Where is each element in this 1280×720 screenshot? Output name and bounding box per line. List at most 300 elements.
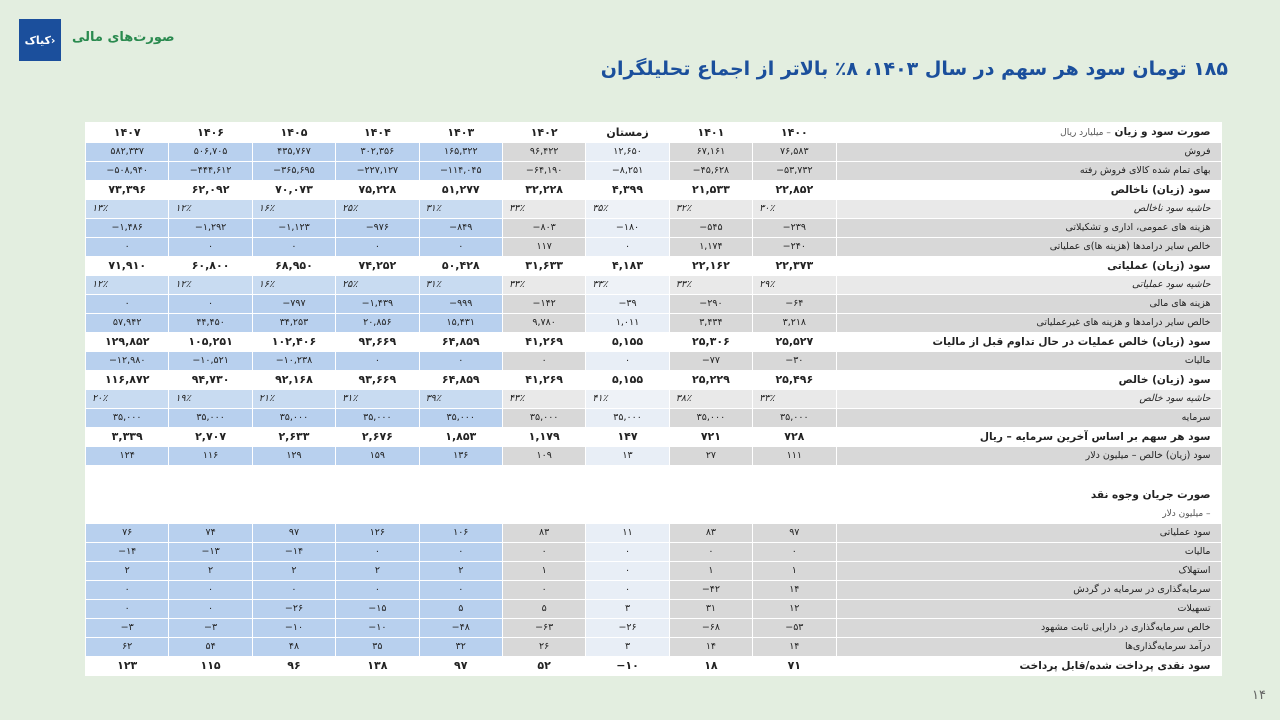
value-cell: −۳ [86,619,169,638]
row-label: هزینه های مالی [836,295,1221,314]
blank-cell [502,466,585,486]
value-cell: ۲۵٪ [336,200,419,219]
value-cell: −۴۵,۶۲۸ [669,162,752,181]
value-cell: ۷۱,۹۱۰ [86,257,169,276]
value-cell: ۱۵۹ [336,447,419,466]
row-label: سرمایه [836,409,1221,428]
value-cell: ۱۳ [586,447,669,466]
value-cell: −۶۴ [753,295,836,314]
value-cell: −۹۷۶ [336,219,419,238]
value-cell: ۴۱,۲۶۹ [502,333,585,352]
table-row [86,314,1222,333]
value-cell: ۵ [419,600,502,619]
value-cell: ۳۳٪ [502,276,585,295]
value-cell: ۱۲۶ [336,524,419,543]
value-cell: ۰ [252,581,335,600]
value-cell: ۱۴۷ [586,428,669,447]
table-header-row [86,123,1222,143]
column-header: ۱۴۰۵ [252,123,335,143]
value-cell: ۱۲٪ [86,276,169,295]
blank-cell [336,466,419,486]
page-number: ۱۴ [1252,688,1266,703]
blank-cell [586,486,669,524]
value-cell: ۳۱,۶۳۳ [502,257,585,276]
value-cell: ۳۱٪ [336,390,419,409]
value-cell: ۱۶٪ [252,200,335,219]
value-cell: ۸۳ [502,524,585,543]
row-label: سود (زیان) خالص – میلیون دلار [836,447,1221,466]
table-row [86,428,1222,447]
value-cell: ۲۵,۵۲۷ [753,333,836,352]
header-unit: – میلیارد ریال [1060,128,1111,138]
table-row [86,657,1222,676]
value-cell: ۰ [86,238,169,257]
value-cell: −۱۴ [86,543,169,562]
table-row [86,238,1222,257]
blank-cell [502,486,585,524]
value-cell: ۷۵,۲۲۸ [336,181,419,200]
value-cell: ۰ [86,581,169,600]
value-cell: ۴۱٪ [586,390,669,409]
value-cell: ۱۴ [669,638,752,657]
table-row [86,562,1222,581]
value-cell: ۵,۱۵۵ [586,371,669,390]
column-header: ۱۴۰۶ [169,123,252,143]
value-cell: ۲۵,۳۰۶ [669,333,752,352]
value-cell: −۵۳ [753,619,836,638]
blank-cell [86,486,169,524]
row-label: حاشیه سود ناخالص [836,200,1221,219]
value-cell: ۵۲ [502,657,585,676]
value-cell: ۱۴ [753,581,836,600]
row-label: استهلاک [836,562,1221,581]
value-cell: ۴۴,۴۵۰ [169,314,252,333]
value-cell: ۳۹٪ [419,390,502,409]
value-cell: −۷۷ [669,352,752,371]
value-cell: ۶۷,۱۶۱ [669,143,752,162]
value-cell: ۳۸٪ [669,390,752,409]
value-cell: ۰ [86,600,169,619]
value-cell: ۲۷ [669,447,752,466]
value-cell: ۵۰,۴۲۸ [419,257,502,276]
value-cell: ۱۳۶ [419,447,502,466]
table-row [86,162,1222,181]
table-row [86,333,1222,352]
table-row [86,447,1222,466]
value-cell: ۳۲,۲۲۸ [502,181,585,200]
value-cell: ۰ [252,238,335,257]
value-cell: ۱۳٪ [86,200,169,219]
blank-cell [86,466,169,486]
value-cell: ۰ [586,562,669,581]
value-cell: ۳۵,۰۰۰ [502,409,585,428]
blank-cell [669,486,752,524]
header-label [836,123,1221,143]
table-row [86,276,1222,295]
value-cell: ۷۲۱ [669,428,752,447]
value-cell: ۳۵,۰۰۰ [586,409,669,428]
table-row [86,352,1222,371]
blank-cell [753,466,836,486]
value-cell: ۱۲,۶۵۰ [586,143,669,162]
value-cell: ۱۰۲,۴۰۶ [252,333,335,352]
value-cell: ۷۶,۵۸۳ [753,143,836,162]
value-cell: −۲۶ [586,619,669,638]
cashflow-header-row [86,486,1222,524]
cashflow-label [836,486,1221,524]
value-cell: ۰ [586,352,669,371]
value-cell: ۰ [336,581,419,600]
value-cell: ۹۶,۴۲۲ [502,143,585,162]
table-row [86,181,1222,200]
column-header: ۱۴۰۲ [502,123,585,143]
row-label: خالص سرمایه‌گذاری در دارایی ثابت مشهود [836,619,1221,638]
value-cell: −۵۴۵ [669,219,752,238]
value-cell: ۱۲۳ [86,657,169,676]
value-cell: ۴۳٪ [502,390,585,409]
table-row [86,581,1222,600]
value-cell: −۲۲۷,۱۲۷ [336,162,419,181]
column-header: ۱۴۰۷ [86,123,169,143]
value-cell: ۰ [169,238,252,257]
value-cell: −۱,۲۹۲ [169,219,252,238]
value-cell: ۱۲٪ [169,276,252,295]
blank-cell [586,466,669,486]
value-cell: ۲۰٪ [86,390,169,409]
value-cell: ۳,۴۳۴ [669,314,752,333]
value-cell: ۵,۱۵۵ [586,333,669,352]
row-label: سرمایه‌گذاری در سرمایه در گردش [836,581,1221,600]
value-cell: ۳۵,۰۰۰ [336,409,419,428]
value-cell: ۲,۶۳۳ [252,428,335,447]
value-cell: ۱ [753,562,836,581]
row-label: درآمد سرمایه‌گذاری‌ها [836,638,1221,657]
row-label: فروش [836,143,1221,162]
row-label: هزینه های عمومی، اداری و تشکیلاتی [836,219,1221,238]
value-cell: ۰ [502,543,585,562]
value-cell: ۳۵,۰۰۰ [252,409,335,428]
value-cell: ۳,۳۳۹ [86,428,169,447]
table-row [86,143,1222,162]
table-row [86,543,1222,562]
value-cell: ۱۲٪ [169,200,252,219]
row-label: سود (زیان) خالص [836,371,1221,390]
value-cell: ۰ [586,581,669,600]
value-cell: −۱۱۴,۰۴۵ [419,162,502,181]
value-cell: ۴,۳۹۹ [586,181,669,200]
value-cell: ۰ [502,581,585,600]
table-row [86,409,1222,428]
value-cell: ۶۴,۸۵۹ [419,371,502,390]
value-cell: ۱۰۵,۲۵۱ [169,333,252,352]
value-cell: −۱۳ [169,543,252,562]
value-cell: −۶۴,۱۹۰ [502,162,585,181]
blank-cell [252,486,335,524]
row-label: سود (زیان) ناخالص [836,181,1221,200]
value-cell: ۵ [502,600,585,619]
blank-cell [836,466,1221,486]
value-cell: ۱۵,۴۳۱ [419,314,502,333]
column-header: زمستان [586,123,669,143]
value-cell: ۱ [669,562,752,581]
blank-cell [419,466,502,486]
value-cell: −۱,۴۸۶ [86,219,169,238]
value-cell: ۳۴,۲۵۳ [252,314,335,333]
page-title: ۱۸۵ تومان سود هر سهم در سال ۱۴۰۳، ۸٪ بالاتر از اجماع تحلیلگران [600,58,1228,80]
value-cell: ۳۵ [336,638,419,657]
value-cell: ۹۷ [753,524,836,543]
value-cell: ۳۳٪ [586,276,669,295]
value-cell: ۹۶ [252,657,335,676]
row-label: سود هر سهم بر اساس آخرین سرمایه – ریال [836,428,1221,447]
value-cell: −۵۰۸,۹۴۰ [86,162,169,181]
value-cell: ۰ [419,543,502,562]
table-row [86,524,1222,543]
value-cell: ۰ [419,352,502,371]
column-header: ۱۴۰۱ [669,123,752,143]
value-cell: ۱۹٪ [169,390,252,409]
spacer-row [86,466,1222,486]
blank-cell [669,466,752,486]
row-label: حاشیه سود عملیاتی [836,276,1221,295]
table-row [86,371,1222,390]
value-cell: −۴۸ [419,619,502,638]
column-header: ۱۴۰۴ [336,123,419,143]
value-cell: ۸۳ [669,524,752,543]
table-row [86,257,1222,276]
value-cell: ۲ [86,562,169,581]
value-cell: ۶۰,۸۰۰ [169,257,252,276]
row-label: خالص سایر درامدها (هزینه ها)ی عملیاتی [836,238,1221,257]
value-cell: −۱۰ [586,657,669,676]
value-cell: ۱۶٪ [252,276,335,295]
financial-table [85,122,1222,676]
blank-cell [336,486,419,524]
value-cell: −۱۰ [336,619,419,638]
value-cell: −۸,۲۵۱ [586,162,669,181]
value-cell: ۹۴,۷۳۰ [169,371,252,390]
value-cell: ۱۰۶ [419,524,502,543]
value-cell: −۹۹۹ [419,295,502,314]
value-cell: ۲ [252,562,335,581]
value-cell: ۱۱۵ [169,657,252,676]
value-cell: ۲۶ [502,638,585,657]
row-label: سود (زیان) عملیاتی [836,257,1221,276]
value-cell: ۱۲ [753,600,836,619]
table-row [86,619,1222,638]
value-cell: −۸۰۳ [502,219,585,238]
value-cell: ۰ [669,543,752,562]
row-label: سود عملیاتی [836,524,1221,543]
value-cell: ۲۲,۱۶۲ [669,257,752,276]
value-cell: ۱۰۹ [502,447,585,466]
value-cell: ۳ [586,638,669,657]
value-cell: ۰ [336,238,419,257]
value-cell: ۲۰,۸۵۶ [336,314,419,333]
value-cell: ۷۶ [86,524,169,543]
value-cell: ۰ [336,352,419,371]
value-cell: ۳,۲۱۸ [753,314,836,333]
blank-cell [753,486,836,524]
value-cell: −۱۵ [336,600,419,619]
value-cell: ۰ [169,581,252,600]
value-cell: ۷۴,۲۵۲ [336,257,419,276]
value-cell: ۱۳۸ [336,657,419,676]
value-cell: ۱۱۱ [753,447,836,466]
blank-cell [252,466,335,486]
value-cell: ۵۸۲,۳۳۷ [86,143,169,162]
value-cell: −۳ [169,619,252,638]
value-cell: ۲,۷۰۷ [169,428,252,447]
value-cell: ۷۳,۳۹۶ [86,181,169,200]
row-label: مالیات [836,352,1221,371]
value-cell: ۶۴,۸۵۹ [419,333,502,352]
value-cell: ۱۲۴ [86,447,169,466]
value-cell: ۹۳,۶۶۹ [336,333,419,352]
row-label: تسهیلات [836,600,1221,619]
value-cell: ۱۲۹,۸۵۲ [86,333,169,352]
table-row [86,219,1222,238]
value-cell: ۲۱٪ [252,390,335,409]
value-cell: ۰ [169,600,252,619]
value-cell: −۲۳۹ [753,219,836,238]
value-cell: ۰ [586,238,669,257]
value-cell: ۷۰,۰۷۳ [252,181,335,200]
value-cell: ۱۲۹ [252,447,335,466]
value-cell: ۹,۷۸۰ [502,314,585,333]
kiak-logo: کیاک› [19,19,61,61]
header-title: صورت سود و زیان [1114,126,1211,138]
value-cell: −۲۴۰ [753,238,836,257]
value-cell: ۹۷ [419,657,502,676]
row-label: حاشیه سود خالص [836,390,1221,409]
column-header: ۱۴۰۳ [419,123,502,143]
value-cell: −۱۸۰ [586,219,669,238]
value-cell: −۳۹ [586,295,669,314]
value-cell: ۳۳٪ [669,276,752,295]
value-cell: −۱۲,۹۸۰ [86,352,169,371]
value-cell: ۲۵٪ [336,276,419,295]
value-cell: −۷۹۷ [252,295,335,314]
value-cell: ۱,۱۷۹ [502,428,585,447]
value-cell: ۰ [502,352,585,371]
value-cell: ۱۱۶,۸۷۲ [86,371,169,390]
value-cell: ۶۲,۰۹۲ [169,181,252,200]
value-cell: ۵۱,۲۷۷ [419,181,502,200]
blank-cell [169,466,252,486]
value-cell: ۹۲,۱۶۸ [252,371,335,390]
value-cell: −۱۴۲ [502,295,585,314]
row-label: سود نقدی پرداخت شده/قابل پرداخت [836,657,1221,676]
value-cell: ۳۲٪ [669,200,752,219]
cashflow-unit: – میلیون دلار [1162,509,1211,519]
value-cell: −۱۰ [252,619,335,638]
value-cell: ۲۲,۸۵۲ [753,181,836,200]
value-cell: −۱۴ [252,543,335,562]
value-cell: −۱۰,۲۳۸ [252,352,335,371]
value-cell: −۵۳,۷۳۲ [753,162,836,181]
value-cell: ۳۲ [419,638,502,657]
value-cell: ۱۱ [586,524,669,543]
value-cell: ۲۹٪ [753,276,836,295]
value-cell: ۲ [336,562,419,581]
value-cell: ۱ [502,562,585,581]
value-cell: ۱,۸۵۳ [419,428,502,447]
value-cell: −۱,۴۳۹ [336,295,419,314]
value-cell: ۰ [169,295,252,314]
value-cell: ۳۵,۰۰۰ [669,409,752,428]
value-cell: ۱۴ [753,638,836,657]
value-cell: ۳۰٪ [753,200,836,219]
value-cell: ۵۴ [169,638,252,657]
value-cell: ۶۲ [86,638,169,657]
value-cell: ۳۵٪ [586,200,669,219]
value-cell: ۴۸ [252,638,335,657]
value-cell: ۰ [86,295,169,314]
value-cell: ۱۸ [669,657,752,676]
section-name: صورت‌های مالی [72,30,175,45]
row-label: بهای تمام شده کالای فروش رفته [836,162,1221,181]
value-cell: ۳۵,۰۰۰ [753,409,836,428]
value-cell: −۲۹۰ [669,295,752,314]
value-cell: ۳۱ [669,600,752,619]
table-row [86,600,1222,619]
value-cell: ۴۳۵,۷۶۷ [252,143,335,162]
value-cell: ۱۶۵,۳۲۲ [419,143,502,162]
value-cell: ۲۵,۲۲۹ [669,371,752,390]
value-cell: ۲۵,۴۹۶ [753,371,836,390]
row-label: خالص سایر درامدها و هزینه های غیرعملیاتی [836,314,1221,333]
blank-cell [169,486,252,524]
value-cell: ۳۰۲,۳۵۶ [336,143,419,162]
value-cell: ۴,۱۸۳ [586,257,669,276]
value-cell: ۲ [169,562,252,581]
table-row [86,638,1222,657]
value-cell: ۰ [336,543,419,562]
table-row [86,200,1222,219]
value-cell: ۳۱٪ [419,200,502,219]
table-row [86,295,1222,314]
value-cell: ۷۲۸ [753,428,836,447]
cashflow-title: صورت جریان وجوه نقد [1090,489,1211,501]
value-cell: ۲۲,۳۷۳ [753,257,836,276]
value-cell: −۳۰ [753,352,836,371]
value-cell: ۱,۰۱۱ [586,314,669,333]
value-cell: ۳۳٪ [753,390,836,409]
value-cell: −۲۶ [252,600,335,619]
value-cell: ۰ [753,543,836,562]
value-cell: −۸۴۹ [419,219,502,238]
value-cell: ۳۱٪ [419,276,502,295]
row-label: مالیات [836,543,1221,562]
value-cell: ۹۳,۶۶۹ [336,371,419,390]
value-cell: ۱,۱۷۴ [669,238,752,257]
value-cell: ۷۴ [169,524,252,543]
blank-cell [419,486,502,524]
value-cell: ۲ [419,562,502,581]
value-cell: ۳۵,۰۰۰ [169,409,252,428]
value-cell: −۴۴۴,۶۱۲ [169,162,252,181]
value-cell: ۱۱۷ [502,238,585,257]
value-cell: ۲,۶۷۶ [336,428,419,447]
value-cell: ۰ [419,238,502,257]
value-cell: ۲۱,۵۳۳ [669,181,752,200]
value-cell: −۶۸ [669,619,752,638]
value-cell: ۵۷,۹۴۲ [86,314,169,333]
value-cell: ۷۱ [753,657,836,676]
table-row [86,390,1222,409]
value-cell: ۴۱,۲۶۹ [502,371,585,390]
